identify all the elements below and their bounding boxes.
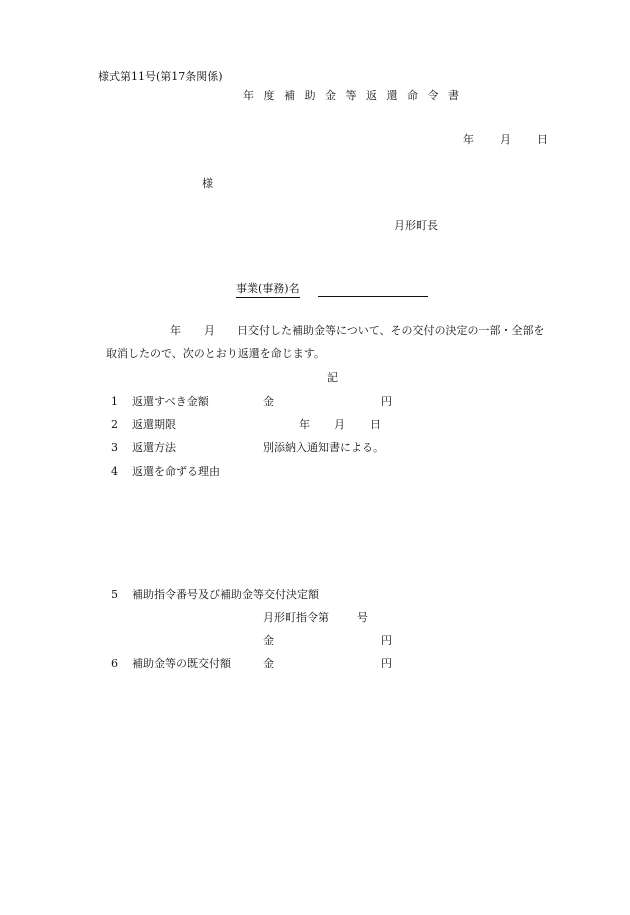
body-line1: 日交付した補助金等について、その交付の決定の一部・全部を <box>237 324 545 337</box>
form-number: 様式第11号(第17条関係) <box>98 70 223 83</box>
item-number: 6 <box>111 657 118 670</box>
deadline-day-label: 日 <box>370 418 381 431</box>
deadline-year-label: 年 <box>299 418 310 431</box>
item-kin: 金 <box>263 634 274 647</box>
body-month-label: 月 <box>204 324 215 337</box>
date-year-label: 年 <box>463 133 474 146</box>
document-title: 年 度 補 助 金 等 返 還 命 令 書 <box>243 89 462 102</box>
item-label-refund-deadline: 返還期限 <box>132 418 176 431</box>
refund-method-value: 別添納入通知書による。 <box>263 441 384 454</box>
addressee-honorific: 様 <box>202 177 213 190</box>
item-label-order-number: 補助指令番号及び補助金等交付決定額 <box>132 588 319 601</box>
item-label-refund-method: 返還方法 <box>132 441 176 454</box>
project-name-label: 事業(事務)名 <box>236 282 300 298</box>
item-number: 4 <box>111 465 118 478</box>
date-month-label: 月 <box>500 133 511 146</box>
item-en: 円 <box>381 657 392 670</box>
body-line2: 取消したので、次のとおり返還を命じます。 <box>106 347 325 360</box>
item-kin: 金 <box>263 657 274 670</box>
order-number-prefix: 月形町指令第 <box>263 611 329 624</box>
order-number-suffix: 号 <box>357 611 368 624</box>
issuer-name: 月形町長 <box>394 219 438 232</box>
item-en: 円 <box>381 634 392 647</box>
item-label-refund-reason: 返還を命ずる理由 <box>132 465 220 478</box>
ki-heading: 記 <box>327 371 338 384</box>
item-number: 3 <box>111 441 118 454</box>
item-en: 円 <box>381 395 392 408</box>
item-label-already-granted: 補助金等の既交付額 <box>132 657 231 670</box>
item-number: 1 <box>111 395 118 408</box>
deadline-month-label: 月 <box>334 418 345 431</box>
item-number: 2 <box>111 418 118 431</box>
date-day-label: 日 <box>537 133 548 146</box>
item-number: 5 <box>111 588 118 601</box>
item-label-refund-amount: 返還すべき金額 <box>132 395 209 408</box>
item-kin: 金 <box>263 395 274 408</box>
body-year-label: 年 <box>170 324 181 337</box>
project-name-blank <box>318 282 428 297</box>
